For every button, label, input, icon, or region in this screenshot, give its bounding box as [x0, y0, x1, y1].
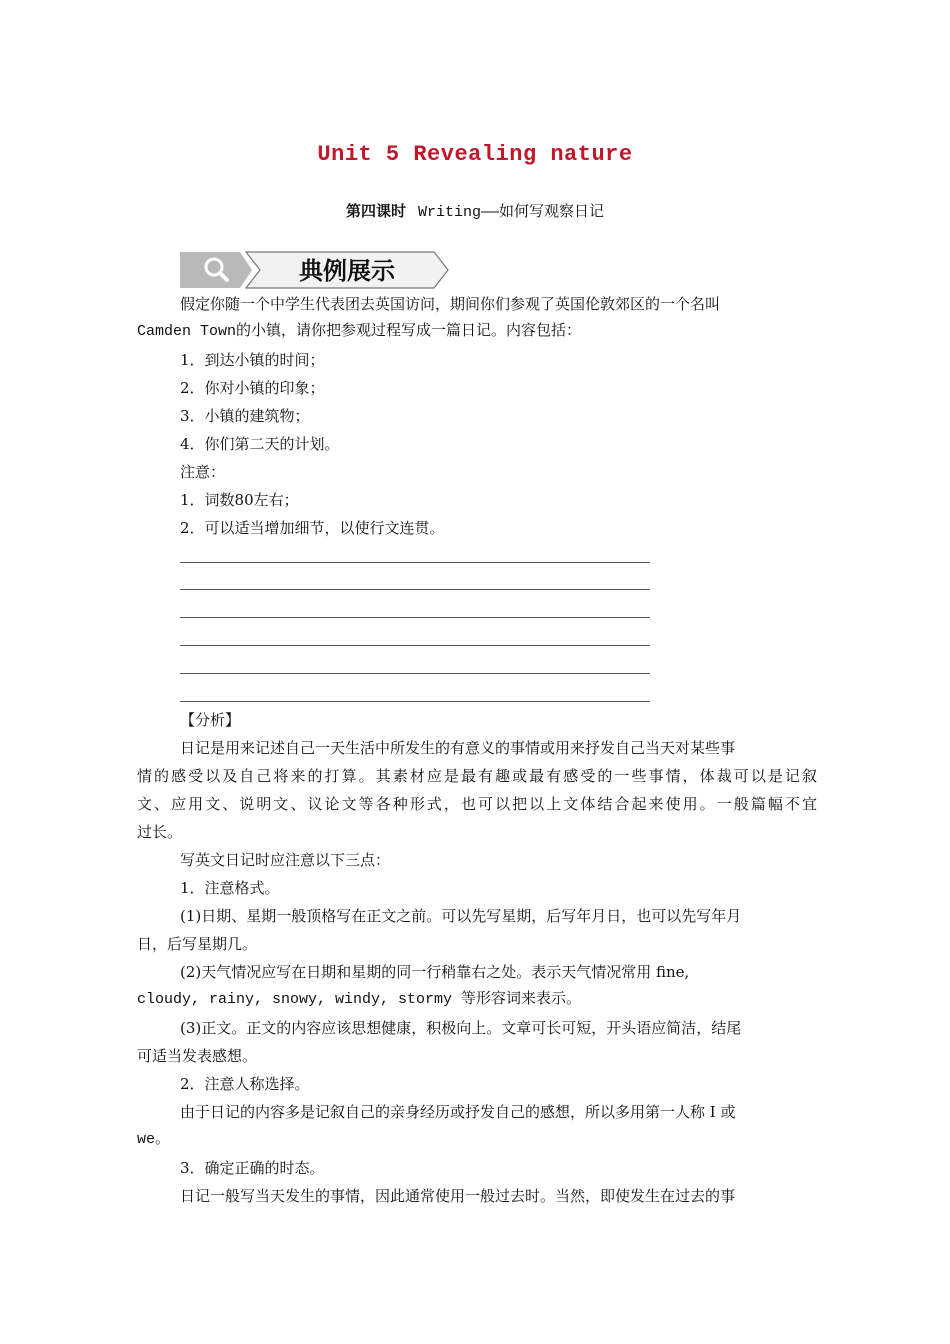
task-item: 3．小镇的建筑物；	[180, 407, 310, 425]
point-heading: 3．确定正确的时态。	[180, 1159, 325, 1177]
lesson-subtitle	[0, 200, 950, 221]
lesson-topic: Writing——如何写观察日记	[418, 204, 605, 221]
section-banner	[180, 250, 450, 290]
answer-line	[180, 589, 650, 590]
sub-point-cont: cloudy, rainy, snowy, windy, stormy 等形容词来表示。	[137, 991, 582, 1008]
sub-point: (1)日期、星期一般顶格写在正文之前。可以先写星期，后写年月日，也可以先写年月	[180, 907, 742, 925]
sub-point: (2)天气情况应写在日期和星期的同一行稍靠右之处。表示天气情况常用 fine,	[180, 963, 690, 981]
lesson-number: 第四课时	[345, 202, 406, 220]
task-intro-cont: Camden Town的小镇，请你把参观过程写成一篇日记。内容包括：	[137, 323, 582, 340]
answer-line	[180, 617, 650, 618]
analysis-text: we。	[137, 1131, 171, 1148]
analysis-text: 日记一般写当天发生的事情，因此通常使用一般过去时。当然，即使发生在过去的事	[180, 1187, 736, 1205]
note-label: 注意：	[180, 463, 226, 481]
task-intro: 假定你随一个中学生代表团去英国访问，期间你们参观了英国伦敦郊区的一个名叫	[180, 295, 721, 313]
answer-line	[180, 701, 650, 702]
point-heading: 1．注意格式。	[180, 879, 280, 897]
sub-point-cont: 日，后写星期几。	[137, 935, 258, 953]
analysis-text: 文、应用文、说明文、议论文等各种形式，也可以把以上文体结合起来使用。一般篇幅不宜	[137, 795, 817, 813]
answer-line	[180, 673, 650, 674]
banner-label: 典例展示	[299, 257, 395, 285]
analysis-text: 情的感受以及自己将来的打算。其素材应是最有趣或最有感受的一些事情，体裁可以是记叙	[137, 767, 817, 785]
analysis-text: 日记是用来记述自己一天生活中所发生的有意义的事情或用来抒发自己当天对某些事	[180, 739, 736, 757]
analysis-text: 过长。	[137, 823, 183, 841]
task-item: 2．你对小镇的印象；	[180, 379, 325, 397]
sub-point-cont: 可适当发表感想。	[137, 1047, 258, 1065]
point-heading: 2．注意人称选择。	[180, 1075, 310, 1093]
analysis-text: 由于日记的内容多是记叙自己的亲身经历或抒发自己的感想，所以多用第一人称 I 或	[180, 1103, 736, 1121]
task-item: 1．到达小镇的时间；	[180, 351, 325, 369]
page-title: Unit 5 Revealing nature	[317, 142, 633, 167]
analysis-text: 写英文日记时应注意以下三点：	[180, 851, 391, 869]
sub-point: (3)正文。正文的内容应该思想健康，积极向上。文章可长可短，开头语应简洁，结尾	[180, 1019, 742, 1037]
answer-line	[180, 562, 650, 563]
note-item: 1．词数80左右；	[180, 491, 299, 509]
analysis-heading: 【分析】	[180, 711, 241, 729]
task-item: 4．你们第二天的计划。	[180, 435, 340, 453]
answer-line	[180, 645, 650, 646]
note-item: 2．可以适当增加细节，以使行文连贯。	[180, 519, 445, 537]
